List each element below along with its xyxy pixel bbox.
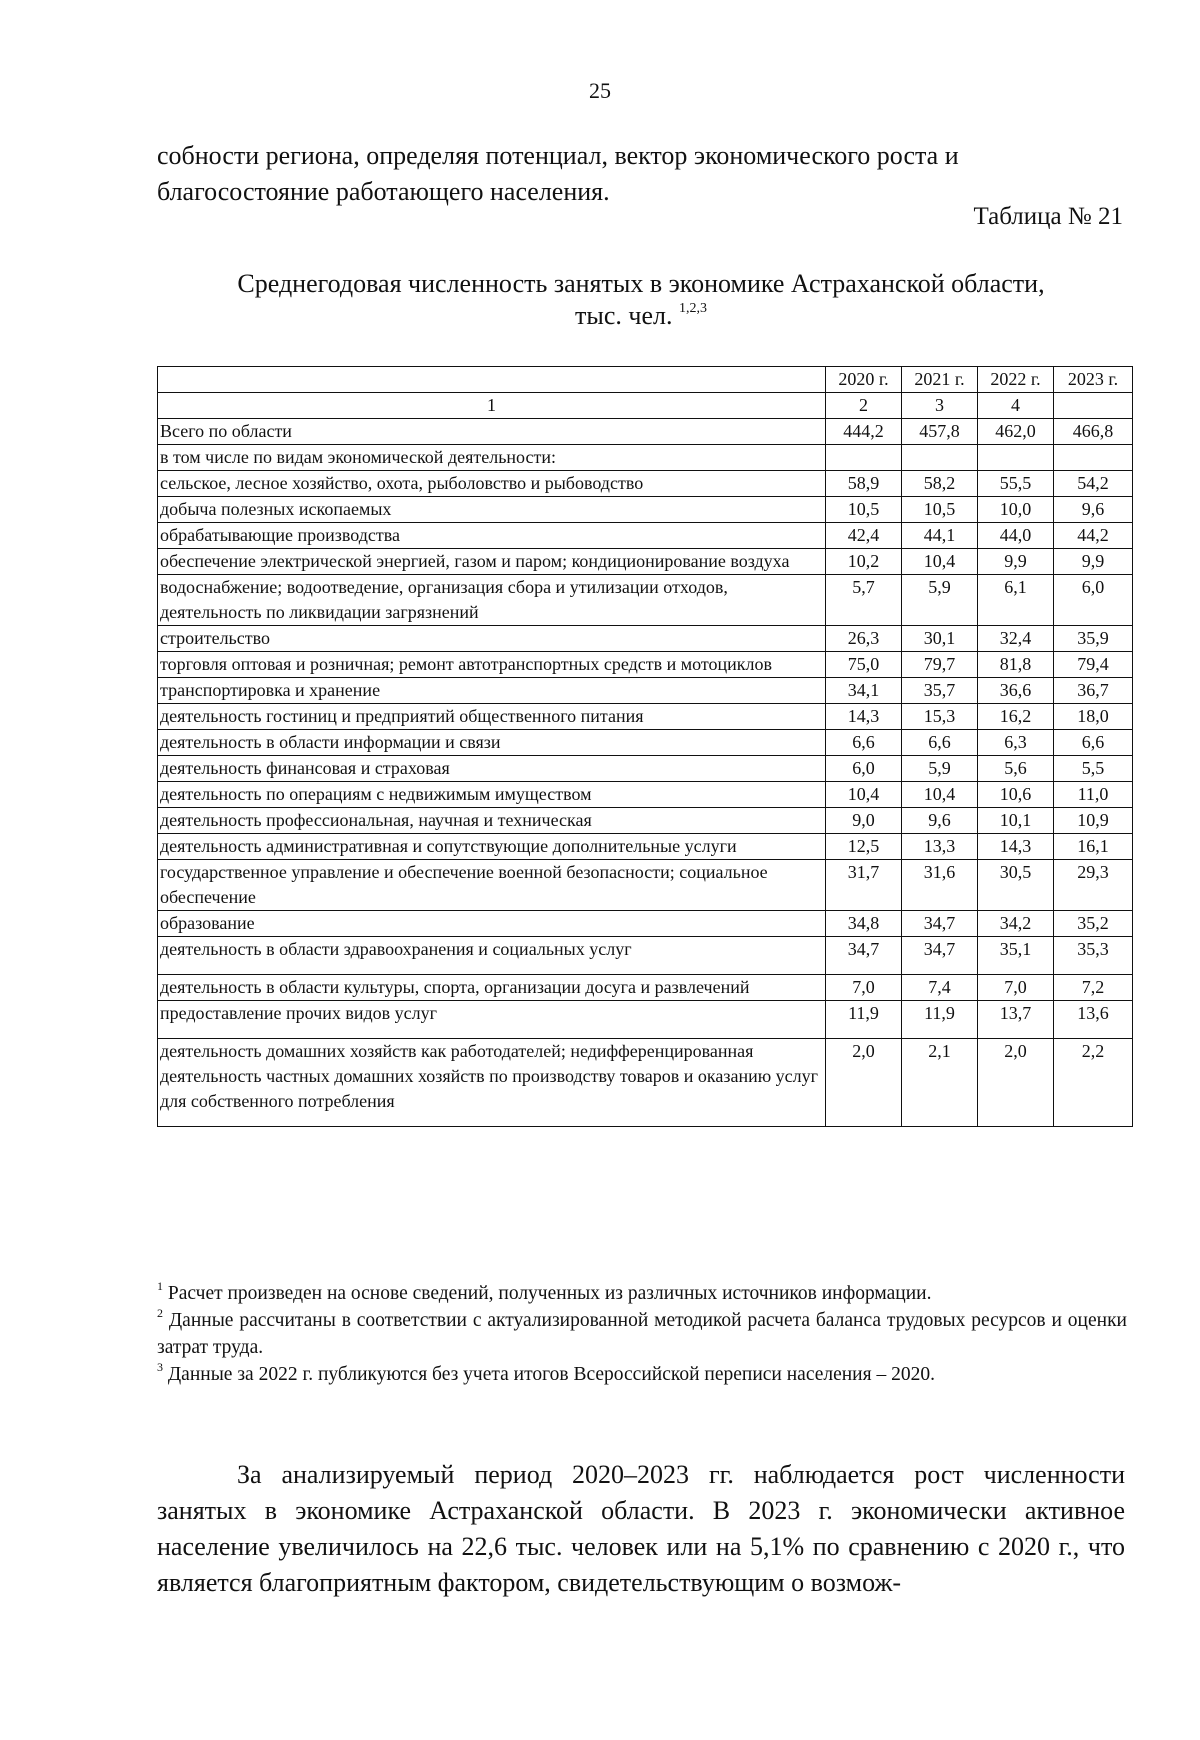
row-value: 5,9 [902,575,978,626]
column-number: 3 [902,393,978,419]
row-label: деятельность административная и сопутствующие дополнительные услуги [158,834,826,860]
footnote-text: Данные за 2022 г. публикуются без учета итогов Всероссийской переписи населения – 2020. [167,1364,935,1385]
row-label: деятельность в области информации и связи [158,730,826,756]
closing-text: За анализируемый период 2020–2023 гг. наблюдается рост численности занятых в экономике Астраханской области. В 2023 г. экономически активное население увеличилось на 22,6 тыс. человек или на 5,1% по сравнению с 2020 г., что является благоприятным фактором, свидетельствующим о возмож- [157,1460,1125,1597]
row-value: 36,7 [1054,678,1133,704]
row-label: деятельность в области культуры, спорта, организации досуга и развлечений [158,975,826,1001]
row-label: транспортировка и хранение [158,678,826,704]
row-value: 7,0 [826,975,902,1001]
column-number: 1 [158,393,826,419]
row-value: 462,0 [978,419,1054,445]
row-value: 2,1 [902,1039,978,1127]
row-value: 15,3 [902,704,978,730]
row-value: 13,6 [1054,1001,1133,1039]
row-value: 6,6 [826,730,902,756]
row-value: 10,9 [1054,808,1133,834]
table-row [158,704,1133,730]
row-value: 34,7 [826,937,902,975]
row-label: деятельность финансовая и страховая [158,756,826,782]
row-value: 14,3 [978,834,1054,860]
year-header-row [158,367,1133,393]
table-row [158,756,1133,782]
table-head [158,367,1133,419]
row-value: 6,0 [1054,575,1133,626]
row-value: 34,7 [902,911,978,937]
table-row [158,808,1133,834]
table-row [158,523,1133,549]
closing-paragraph [157,1457,1125,1601]
row-value [902,445,978,471]
row-label: деятельность домашних хозяйств как работодателей; недифференцированная деятельность частных домашних хозяйств по производству товаров и оказанию услуг для собственного потребления [158,1039,826,1127]
table-row [158,975,1133,1001]
row-label: добыча полезных ископаемых [158,497,826,523]
row-value: 6,6 [902,730,978,756]
column-number: 2 [826,393,902,419]
row-value [1054,445,1133,471]
row-value: 34,2 [978,911,1054,937]
table-row [158,730,1133,756]
row-value: 42,4 [826,523,902,549]
row-value: 34,1 [826,678,902,704]
row-value: 79,4 [1054,652,1133,678]
row-value: 10,4 [826,782,902,808]
row-value: 35,1 [978,937,1054,975]
year-header: 2021 г. [902,367,978,393]
row-value: 14,3 [826,704,902,730]
row-value: 55,5 [978,471,1054,497]
row-value: 44,2 [1054,523,1133,549]
row-value: 34,7 [902,937,978,975]
row-value: 11,0 [1054,782,1133,808]
column-number: 4 [978,393,1054,419]
footnote [157,1280,1127,1307]
row-value: 2,0 [826,1039,902,1127]
row-value: 32,4 [978,626,1054,652]
row-value: 18,0 [1054,704,1133,730]
row-label: предоставление прочих видов услуг [158,1001,826,1039]
row-value: 35,9 [1054,626,1133,652]
row-value: 10,2 [826,549,902,575]
footnotes [157,1280,1127,1388]
row-value: 444,2 [826,419,902,445]
caption-unit-line [157,300,1125,332]
row-value: 10,6 [978,782,1054,808]
year-header: 2022 г. [978,367,1054,393]
year-header: 2023 г. [1054,367,1133,393]
row-value [978,445,1054,471]
row-value: 35,2 [1054,911,1133,937]
row-value: 26,3 [826,626,902,652]
row-value: 9,9 [1054,549,1133,575]
footnote [157,1361,1127,1388]
table-number: Таблица № 21 [973,203,1123,230]
row-value: 75,0 [826,652,902,678]
row-label: обрабатывающие производства [158,523,826,549]
row-value: 54,2 [1054,471,1133,497]
row-value [826,445,902,471]
row-value: 10,5 [826,497,902,523]
row-value: 13,3 [902,834,978,860]
row-label: в том числе по видам экономической деятельности: [158,445,826,471]
row-label: торговля оптовая и розничная; ремонт автотранспортных средств и мотоциклов [158,652,826,678]
table-body [158,419,1133,1127]
row-value: 6,3 [978,730,1054,756]
row-value: 466,8 [1054,419,1133,445]
row-value: 10,5 [902,497,978,523]
row-value: 35,7 [902,678,978,704]
footnote-mark: 3 [157,1360,163,1374]
row-value: 9,0 [826,808,902,834]
row-value: 10,4 [902,782,978,808]
row-value: 36,6 [978,678,1054,704]
row-value: 58,2 [902,471,978,497]
row-value: 5,7 [826,575,902,626]
table-row [158,575,1133,626]
row-value: 34,8 [826,911,902,937]
header-empty-cell [158,367,826,393]
employment-table [157,366,1133,1127]
row-value: 30,5 [978,860,1054,911]
row-label: государственное управление и обеспечение военной безопасности; социальное обеспечение [158,860,826,911]
table-row [158,626,1133,652]
footnote-mark: 2 [157,1306,163,1320]
row-value: 5,6 [978,756,1054,782]
row-value: 7,4 [902,975,978,1001]
row-value: 44,0 [978,523,1054,549]
row-label: обеспечение электрической энергией, газом и паром; кондиционирование воздуха [158,549,826,575]
row-value: 6,6 [1054,730,1133,756]
row-value: 6,0 [826,756,902,782]
row-value: 7,0 [978,975,1054,1001]
row-value: 29,3 [1054,860,1133,911]
table-row [158,911,1133,937]
table-row [158,678,1133,704]
row-value: 9,6 [1054,497,1133,523]
page-number: 25 [589,78,611,103]
row-label: Всего по области [158,419,826,445]
table-row [158,445,1133,471]
footnote-text: Данные рассчитаны в соответствии с актуализированной методикой расчета баланса трудовых ресурсов и оценки затрат труда. [157,1310,1127,1358]
row-value: 11,9 [826,1001,902,1039]
table-row [158,782,1133,808]
column-number [1054,393,1133,419]
caption-unit: тыс. чел. [575,301,673,330]
row-label: деятельность гостиниц и предприятий общественного питания [158,704,826,730]
footnote [157,1307,1127,1361]
intro-paragraph: собности региона, определяя потенциал, вектор экономического роста и благосостояние работающего населения. [157,141,959,206]
row-label: водоснабжение; водоотведение, организация сбора и утилизации отходов, деятельность по ликвидации загрязнений [158,575,826,626]
row-value: 16,2 [978,704,1054,730]
row-value: 79,7 [902,652,978,678]
column-number-row [158,393,1133,419]
table-row [158,937,1133,975]
row-value: 35,3 [1054,937,1133,975]
footnote-text: Расчет произведен на основе сведений, полученных из различных источников информации. [167,1283,932,1304]
table-row [158,1039,1133,1127]
row-label: деятельность по операциям с недвижимым имуществом [158,782,826,808]
table-row [158,860,1133,911]
row-value: 2,0 [978,1039,1054,1127]
row-value: 10,1 [978,808,1054,834]
row-label: деятельность профессиональная, научная и техническая [158,808,826,834]
row-value: 457,8 [902,419,978,445]
row-value: 16,1 [1054,834,1133,860]
row-label: сельское, лесное хозяйство, охота, рыболовство и рыбоводство [158,471,826,497]
row-value: 81,8 [978,652,1054,678]
row-value: 10,0 [978,497,1054,523]
table-row [158,497,1133,523]
caption-footnote-refs: 1,2,3 [678,301,707,316]
row-label: строительство [158,626,826,652]
table-row [158,471,1133,497]
row-value: 58,9 [826,471,902,497]
row-value: 31,7 [826,860,902,911]
row-value: 30,1 [902,626,978,652]
row-value: 11,9 [902,1001,978,1039]
row-value: 10,4 [902,549,978,575]
table-caption [157,268,1125,332]
caption-title: Среднегодовая численность занятых в экономике Астраханской области, [237,269,1045,298]
footnote-mark: 1 [157,1279,163,1293]
row-label: образование [158,911,826,937]
row-value: 6,1 [978,575,1054,626]
row-value: 9,6 [902,808,978,834]
table-row [158,652,1133,678]
table-row [158,419,1133,445]
row-value: 31,6 [902,860,978,911]
row-value: 12,5 [826,834,902,860]
table-row [158,834,1133,860]
row-value: 44,1 [902,523,978,549]
row-value: 9,9 [978,549,1054,575]
table-row [158,549,1133,575]
year-header: 2020 г. [826,367,902,393]
row-label: деятельность в области здравоохранения и социальных услуг [158,937,826,975]
row-value: 13,7 [978,1001,1054,1039]
row-value: 5,9 [902,756,978,782]
table-row [158,1001,1133,1039]
row-value: 5,5 [1054,756,1133,782]
row-value: 7,2 [1054,975,1133,1001]
row-value: 2,2 [1054,1039,1133,1127]
